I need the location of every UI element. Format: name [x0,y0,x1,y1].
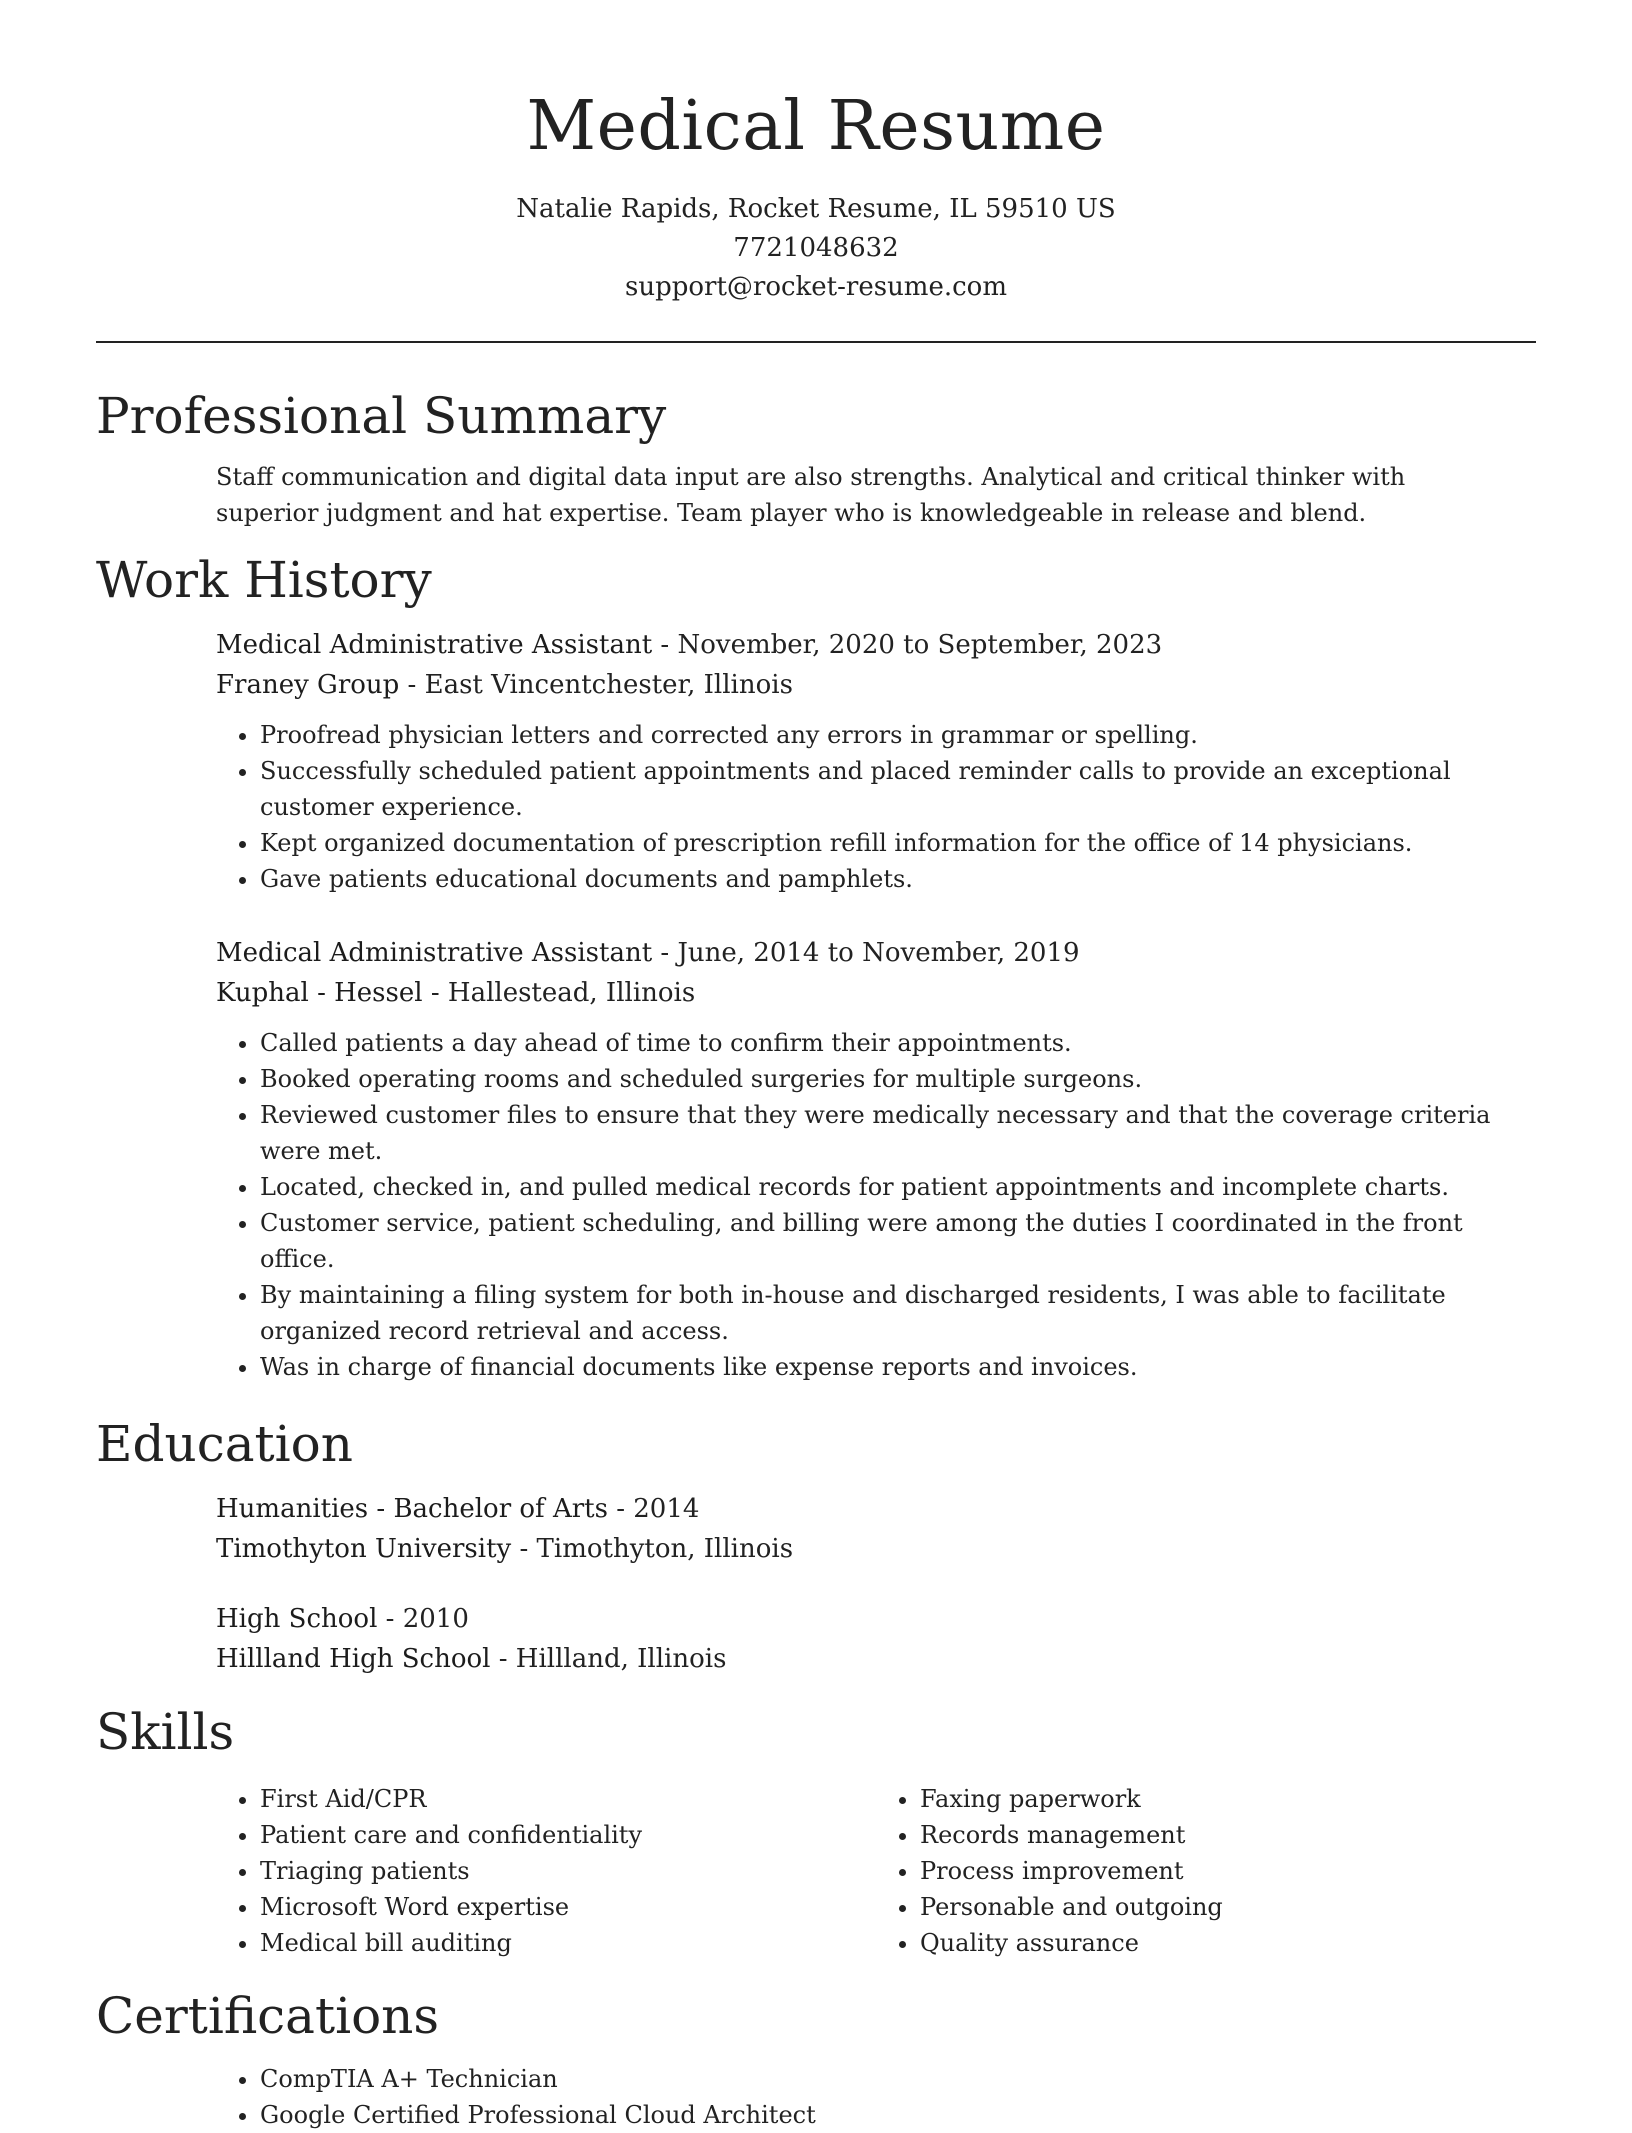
degree-name: High School [216,1604,378,1634]
skill-item: • Personable and outgoing [920,1889,1536,1925]
certifications-body [216,2061,1536,2133]
skills-left-column [216,1781,876,1961]
school-name: Timothyton University [216,1534,512,1564]
skill-item: • Records management [920,1817,1536,1853]
school-line [216,1529,1536,1569]
certifications-section [96,1983,1536,2133]
job-bullet: • Called patients a day ahead of time to confirm their appointments. [260,1025,1536,1061]
school-line [216,1639,1536,1679]
education-heading: Education [96,1415,353,1473]
job-role: Medical Administrative Assistant [216,938,653,968]
skills-grid [216,1769,1536,1961]
job-bullet: • Gave patients educational documents and pamphlets. [260,861,1536,897]
job-bullet: • Booked operating rooms and scheduled surgeries for multiple surgeons. [260,1061,1536,1097]
skills-heading: Skills [96,1703,235,1761]
skill-item: • Triaging patients [260,1853,876,1889]
contact-block [0,190,1632,307]
job-title-line [216,625,1536,665]
work-history-section [96,547,1536,1385]
certifications-heading: Certifications [96,1987,440,2045]
job-title-line [216,933,1536,973]
job-company-line [216,665,1536,705]
job-dates: - June, 2014 to November, 2019 [652,938,1080,968]
job-company-line [216,973,1536,1013]
job-entry [216,625,1536,897]
education-section [96,1411,1536,1679]
skill-item: • Faxing paperwork [920,1781,1536,1817]
work-history-heading: Work History [96,551,432,609]
degree-year: - 2014 [607,1494,700,1524]
skill-item: • Microsoft Word expertise [260,1889,876,1925]
skill-item: • Medical bill auditing [260,1925,876,1961]
skills-section [96,1699,1536,1961]
summary-section [96,383,1536,531]
skill-item: • First Aid/CPR [260,1781,876,1817]
education-entry [216,1489,1536,1569]
resume-title: Medical Resume [526,87,1106,166]
job-bullet: • Was in charge of financial documents like expense reports and invoices. [260,1349,1536,1385]
skill-item: • Quality assurance [920,1925,1536,1961]
job-bullet: • Customer service, patient scheduling, and billing were among the duties I coordinated in the front office. [260,1205,1536,1277]
work-history-body [216,625,1536,1385]
contact-address: Natalie Rapids, Rocket Resume, IL 59510 US [516,194,1116,224]
job-company: Franey Group [216,670,400,700]
skills-right-column [876,1781,1536,1961]
degree-line [216,1599,1536,1639]
job-entry [216,933,1536,1385]
school-location: - Timothyton, Illinois [511,1534,794,1564]
certification-item: • Google Certified Professional Cloud Architect [260,2097,1536,2133]
job-bullet: • Reviewed customer files to ensure that they were medically necessary and that the coverage criteria were met. [260,1097,1536,1169]
job-bullet: • Located, checked in, and pulled medical records for patient appointments and incomplete charts. [260,1169,1536,1205]
contact-email: support@rocket-resume.com [624,272,1007,302]
summary-text: Staff communication and digital data input are also strengths. Analytical and critical thinker with superior judgment and hat expertise. Team player who is knowledgeable in release and blend. [216,463,1406,527]
resume-header [0,0,1632,307]
school-name: Hillland High School [216,1644,491,1674]
summary-body [216,459,1536,531]
certification-item: • CompTIA A+ Technician [260,2061,1536,2097]
skill-item: • Process improvement [920,1853,1536,1889]
job-bullet: • By maintaining a filing system for both in-house and discharged residents, I was able to facilitate organized record retrieval and access. [260,1277,1536,1349]
job-bullets [216,1025,1536,1385]
summary-heading: Professional Summary [96,387,667,445]
degree-name: Humanities - Bachelor of Arts [216,1494,608,1524]
header-divider [96,341,1536,343]
job-bullet: • Successfully scheduled patient appointments and placed reminder calls to provide an exceptional customer experience. [260,753,1536,825]
school-location: - Hillland, Illinois [490,1644,727,1674]
degree-line [216,1489,1536,1529]
certifications-list [216,2061,1536,2133]
job-bullets [216,717,1536,897]
job-role: Medical Administrative Assistant [216,630,653,660]
education-entry [216,1599,1536,1679]
skill-item: • Patient care and confidentiality [260,1817,876,1853]
contact-phone: 7721048632 [733,233,899,263]
job-location: - Hallestead, Illinois [422,978,696,1008]
job-location: - East Vincentchester, Illinois [399,670,793,700]
job-bullet: • Kept organized documentation of prescription refill information for the office of 14 physicians. [260,825,1536,861]
job-dates: - November, 2020 to September, 2023 [652,630,1163,660]
job-company: Kuphal - Hessel [216,978,423,1008]
education-body [216,1489,1536,1679]
degree-year: - 2010 [377,1604,469,1634]
job-bullet: • Proofread physician letters and corrected any errors in grammar or spelling. [260,717,1536,753]
